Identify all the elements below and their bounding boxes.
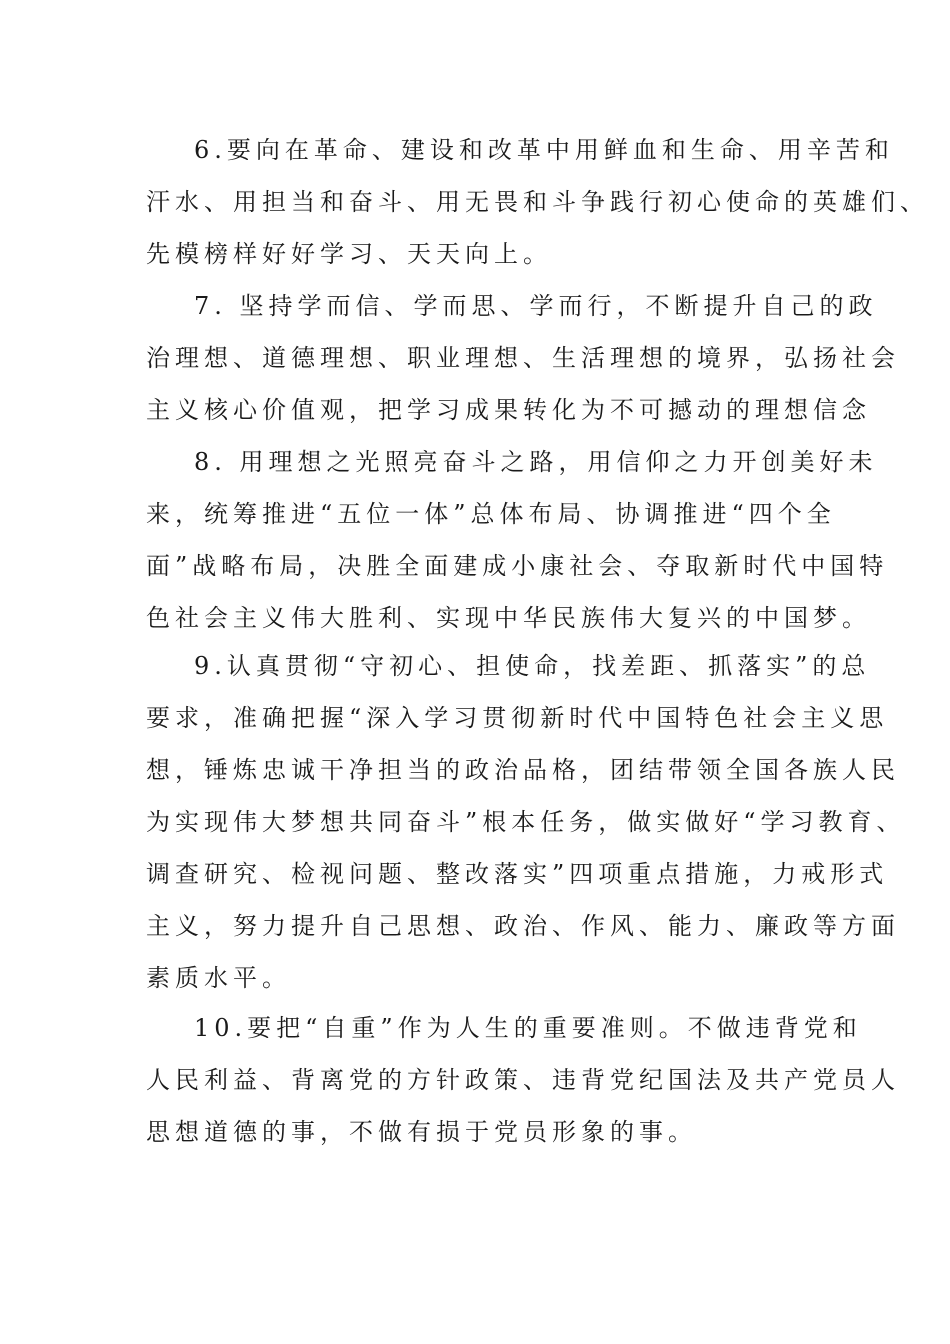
- text-line: 先模榜样好好学习、天天向上。: [146, 240, 552, 268]
- text-line: 7. 坚持学而信、学而思、学而行，不断提升自己的政: [194, 292, 878, 320]
- text-line: 6.要向在革命、建设和改革中用鲜血和生命、用辛苦和: [194, 136, 894, 164]
- text-line: 汗水、用担当和奋斗、用无畏和斗争践行初心使命的英雄们、: [146, 188, 929, 216]
- text-line: 思想道德的事，不做有损于党员形象的事。: [146, 1118, 697, 1146]
- text-line: 10.要把“自重”作为人生的重要准则。不做违背党和: [194, 1014, 862, 1042]
- text-line: 色社会主义伟大胜利、实现中华民族伟大复兴的中国梦。: [146, 604, 871, 632]
- text-line: 人民利益、背离党的方针政策、违背党纪国法及共产党员人: [146, 1066, 900, 1094]
- text-line: 素质水平。: [146, 964, 291, 992]
- paragraph-item-10: [146, 1002, 900, 1158]
- text-line: 8. 用理想之光照亮奋斗之路，用信仰之力开创美好未: [194, 448, 878, 476]
- paragraph-item-9: [146, 640, 906, 1004]
- text-line: 为实现伟大梦想共同奋斗”根本任务，做实做好“学习教育、: [146, 808, 906, 836]
- paragraph-item-8: [146, 436, 889, 644]
- text-line: 调查研究、检视问题、整改落实”四项重点措施，力戒形式: [146, 860, 889, 888]
- text-line: 来，统筹推进“五位一体”总体布局、协调推进“四个全: [146, 500, 836, 528]
- paragraph-item-6: [146, 124, 929, 280]
- text-line: 要求，准确把握“深入学习贯彻新时代中国特色社会主义思: [146, 704, 889, 732]
- text-line: 主义核心价值观，把学习成果转化为不可撼动的理想信念: [146, 396, 871, 424]
- text-line: 主义，努力提升自己思想、政治、作风、能力、廉政等方面: [146, 912, 900, 940]
- text-line: 想，锤炼忠诚干净担当的政治品格，团结带领全国各族人民: [146, 756, 900, 784]
- text-line: 9.认真贯彻“守初心、担使命，找差距、抓落实”的总: [194, 652, 871, 680]
- text-line: 面”战略布局，决胜全面建成小康社会、夺取新时代中国特: [146, 552, 889, 580]
- paragraph-item-7: [146, 280, 900, 436]
- text-line: 治理想、道德理想、职业理想、生活理想的境界，弘扬社会: [146, 344, 900, 372]
